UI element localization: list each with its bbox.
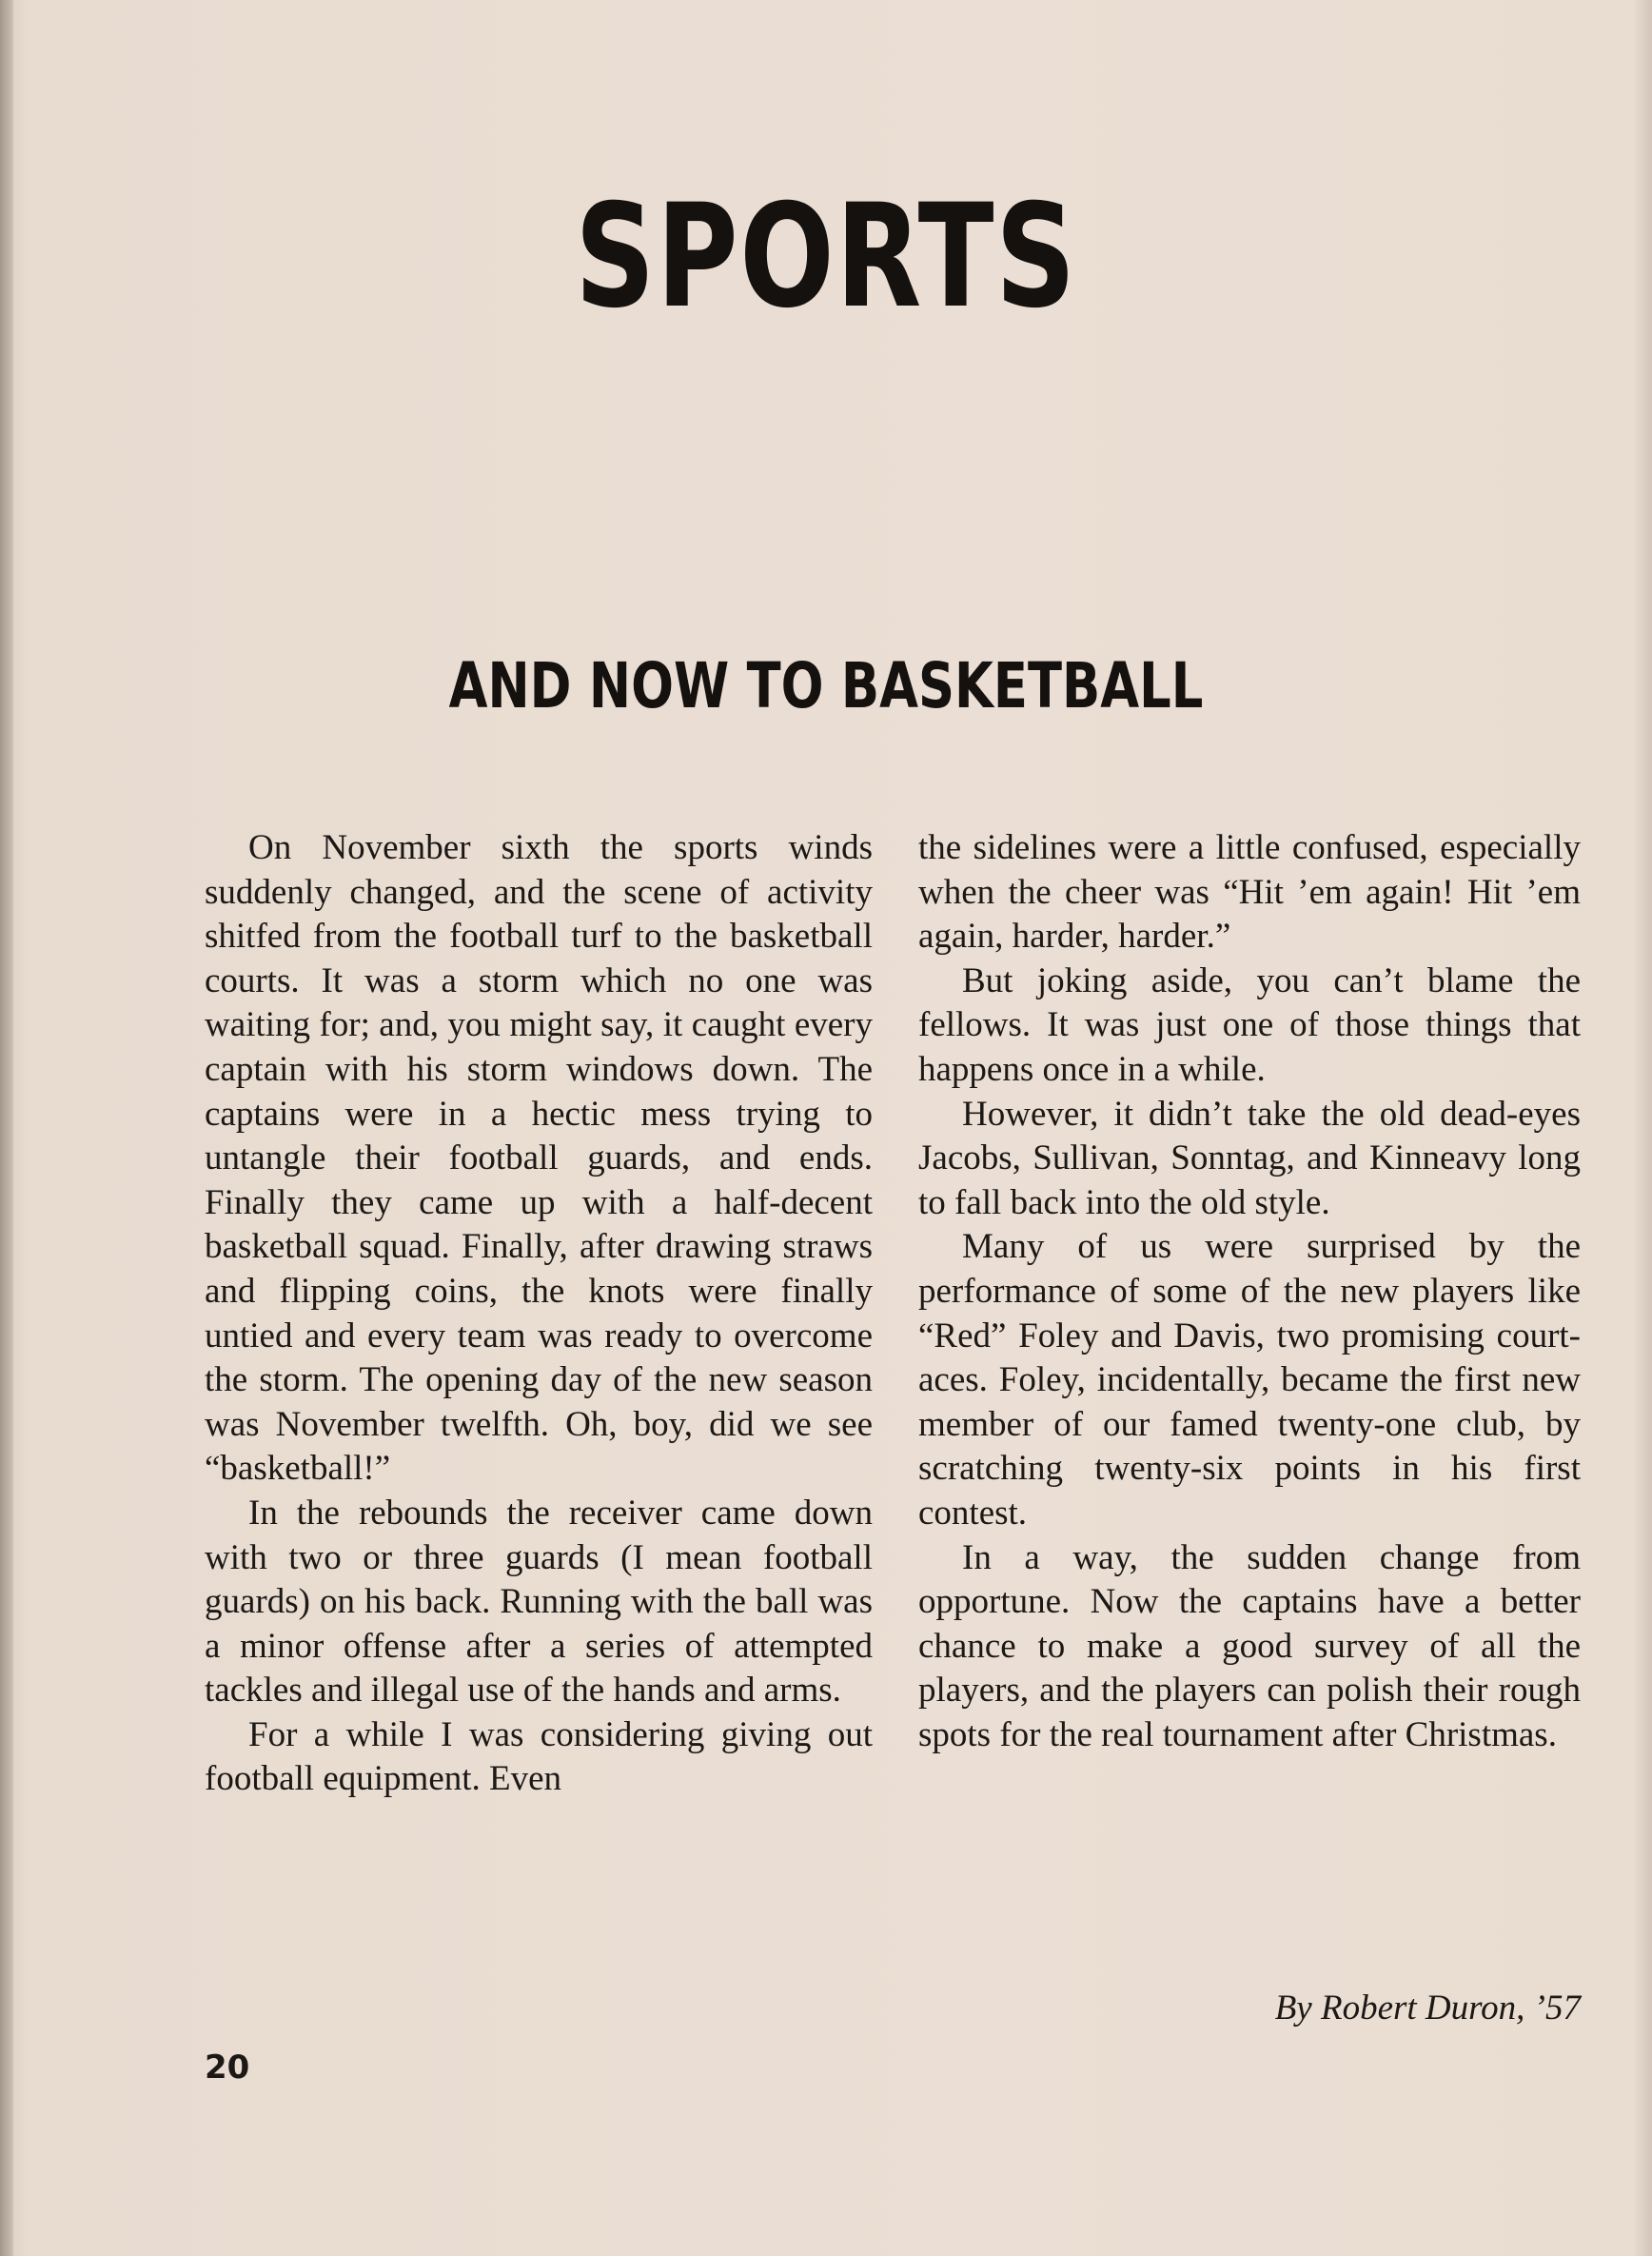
section-title: SPORTS [575, 174, 1077, 340]
article-paragraph: Many of us were surprised by the performance of some of the new players like “Red” Foley and Davis, two promising court-aces. Foley, incidentally, became the first new member of our famed twenty-one club, by scratching twenty-six points in his first contest. [918, 1227, 1581, 1533]
article-paragraph: In the rebounds the receiver came down with two or three guards (I mean football guards) on his back. Running with the ball was a minor offense after a series of attempted tackles and illegal use of the hands and arms. [205, 1493, 873, 1711]
article-column-left [205, 826, 873, 1802]
article-paragraph: the sidelines were a little confused, especially when the cheer was “Hit ’em again! Hit ’em again, harder, harder.” [918, 828, 1581, 957]
page-number: 20 [205, 2048, 250, 2087]
page-left-edge [0, 0, 13, 2256]
article-paragraph: For a while I was considering giving out football equipment. Even [205, 1714, 873, 1799]
article-paragraph: On November sixth the sports winds suddenly changed, and the scene of activity shitfed from the football turf to the basketball courts. It was a storm which no one was waiting for; and, you might say, it caught every captain with his storm windows down. The captains were in a hectic mess trying to untangle their football guards, and ends. Finally they came up with a half-decent basketball squad. Finally, after drawing straws and flipping coins, the knots were finally untied and every team was ready to overcome the storm. The opening day of the new season was November twelfth. Oh, boy, did we see “basketball!” [205, 828, 873, 1489]
article-paragraph: But joking aside, you can’t blame the fellows. It was just one of those things that happens once in a while. [918, 960, 1581, 1089]
article-paragraph: However, it didn’t take the old dead-eyes Jacobs, Sullivan, Sonntag, and Kinneavy long to fall back into the old style. [918, 1094, 1581, 1222]
article-paragraph: In a way, the sudden change from opportune. Now the captains have a better chance to make a good survey of all the players, and the players can polish their rough spots for the real tournament after Christmas. [918, 1537, 1581, 1754]
page-right-edge [1635, 0, 1652, 2256]
author-byline: By Robert Duron, ’57 [1274, 1989, 1581, 2028]
article-headline: AND NOW TO BASKETBALL [448, 649, 1204, 722]
article-column-right [918, 826, 1581, 1757]
